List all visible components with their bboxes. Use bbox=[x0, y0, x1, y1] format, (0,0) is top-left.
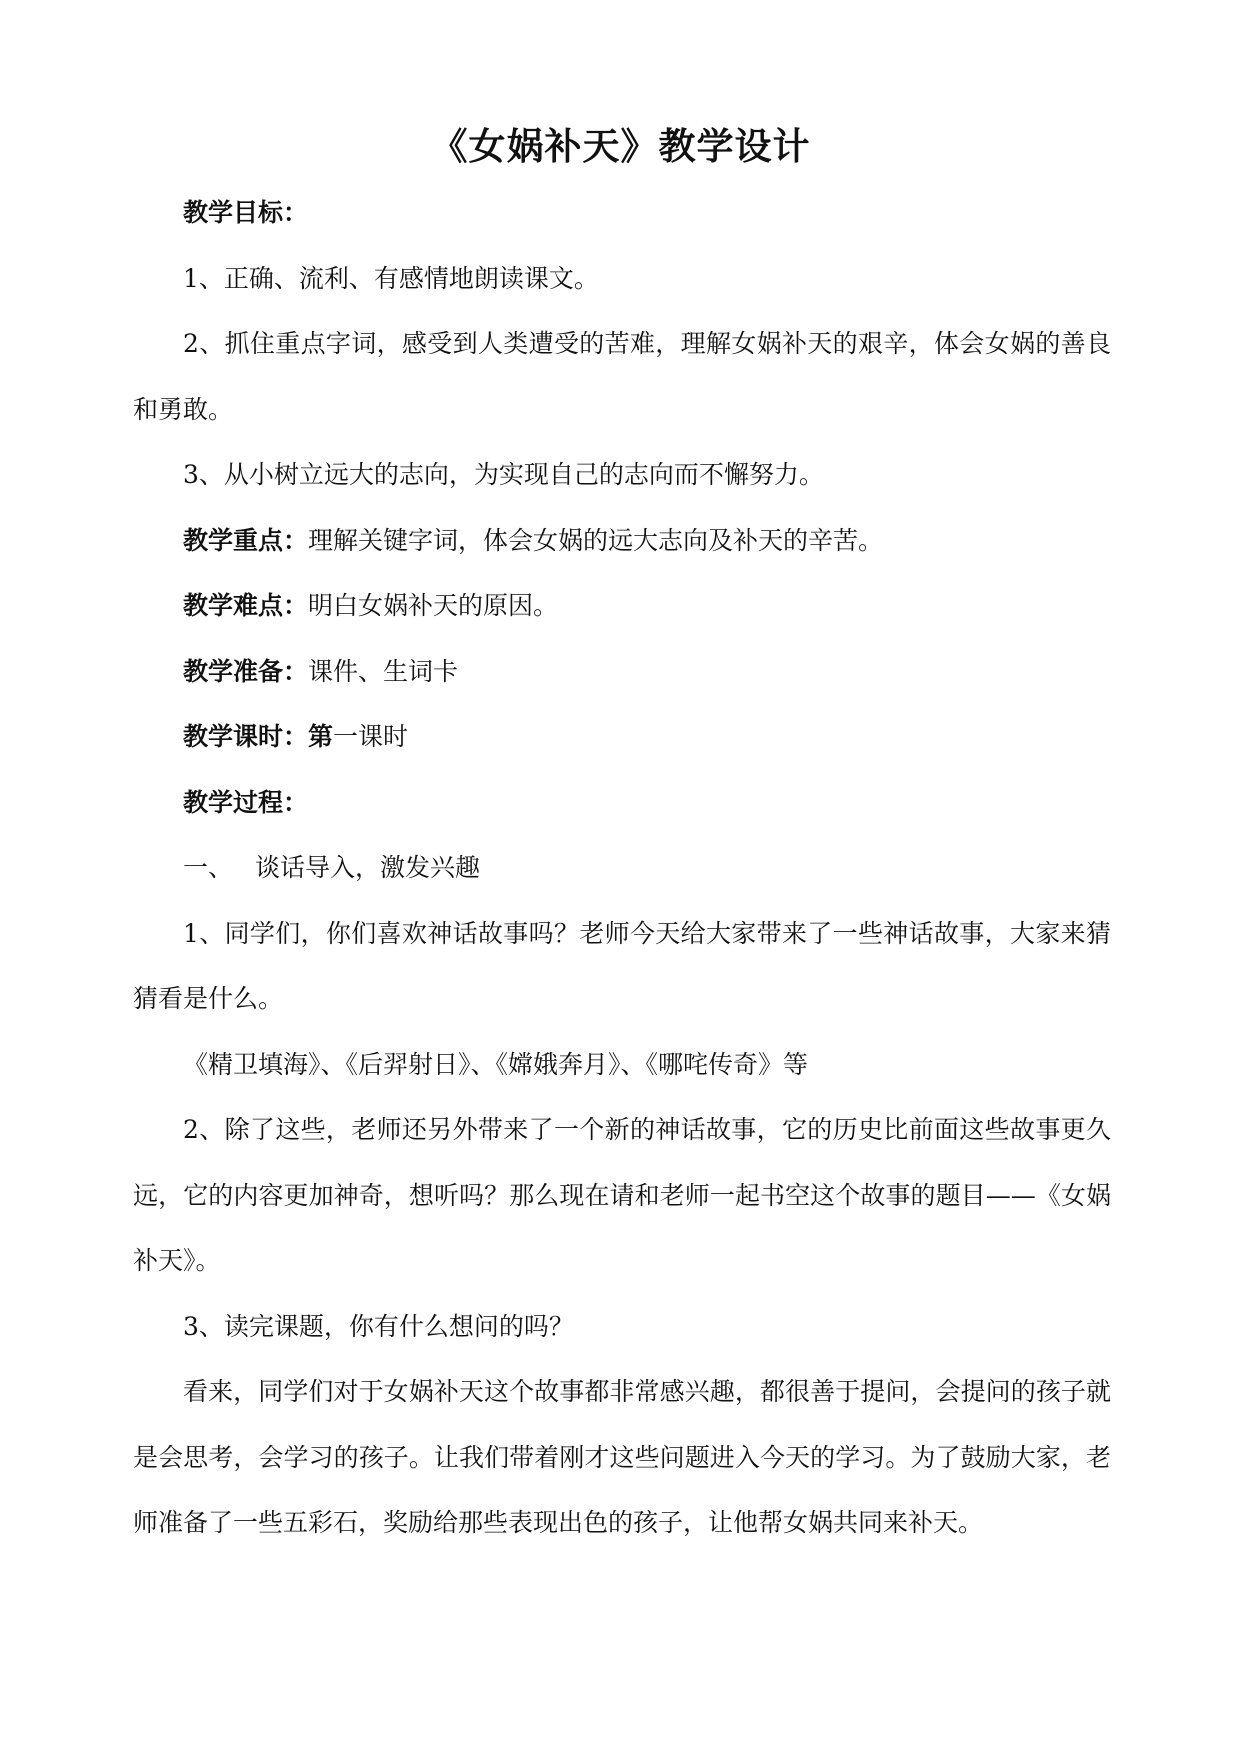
key-point-text: 理解关键字词，体会女娲的远大志向及补天的辛苦。 bbox=[308, 525, 884, 555]
period-bold-text: 第 bbox=[308, 722, 334, 751]
objective-item: 2、抓住重点字词，感受到人类遭受的苦难，理解女娲补天的艰辛，体会女娲的善良和勇敢。 bbox=[133, 329, 1111, 424]
process-label: 教学过程： bbox=[183, 787, 309, 817]
period-line bbox=[133, 704, 1111, 770]
story-list: 《精卫填海》、《后羿射日》、《嫦娥奔月》、《哪咤传奇》等 bbox=[183, 1049, 809, 1079]
body-paragraph: 看来，同学们对于女娲补天这个故事都非常感兴趣，都很善于提问，会提问的孩子就是会思考，会学习的孩子。让我们带着刚才这些问题进入今天的学习。为了鼓励大家，老师准备了一些五彩石，奖励给那些表现出色的孩子，让他帮女娲共同来补天。 bbox=[133, 1377, 1111, 1537]
key-point-line bbox=[133, 508, 1111, 574]
section-number: 一、 bbox=[183, 853, 234, 882]
process-heading bbox=[133, 770, 1111, 836]
preparation-text: 课件、生词卡 bbox=[308, 656, 459, 686]
preparation-line bbox=[133, 639, 1111, 705]
objectives-heading bbox=[133, 180, 1111, 246]
document-title: 《女娲补天》教学设计 bbox=[430, 124, 811, 168]
objectives-label: 教学目标： bbox=[183, 198, 309, 227]
body-paragraph: 2、除了这些，老师还另外带来了一个新的神话故事，它的历史比前面这些故事更久远，它的内容更加神奇，想听吗？那么现在请和老师一起书空这个故事的题目——《女娲补天》。 bbox=[133, 1115, 1111, 1275]
period-label: 教学课时： bbox=[183, 722, 309, 751]
key-point-label: 教学重点： bbox=[183, 525, 309, 555]
difficulty-line bbox=[133, 573, 1111, 639]
body-paragraph: 1、同学们，你们喜欢神话故事吗？老师今天给大家带来了一些神话故事，大家来猜猜看是什么。 bbox=[133, 918, 1111, 1013]
section-heading bbox=[133, 835, 1111, 901]
body-paragraph: 3、读完课题，你有什么想问的吗？ bbox=[183, 1311, 574, 1341]
document-body bbox=[133, 180, 1111, 1556]
period-text: 一课时 bbox=[333, 722, 409, 751]
difficulty-label: 教学难点： bbox=[183, 591, 309, 620]
objective-item: 1、正确、流利、有感情地朗读课文。 bbox=[183, 263, 599, 293]
preparation-label: 教学准备： bbox=[183, 656, 309, 686]
difficulty-text: 明白女娲补天的原因。 bbox=[308, 591, 559, 620]
section-title: 谈话导入，激发兴趣 bbox=[255, 853, 481, 882]
objective-item: 3、从小树立远大的志向，为实现自己的志向而不懈努力。 bbox=[183, 460, 824, 489]
